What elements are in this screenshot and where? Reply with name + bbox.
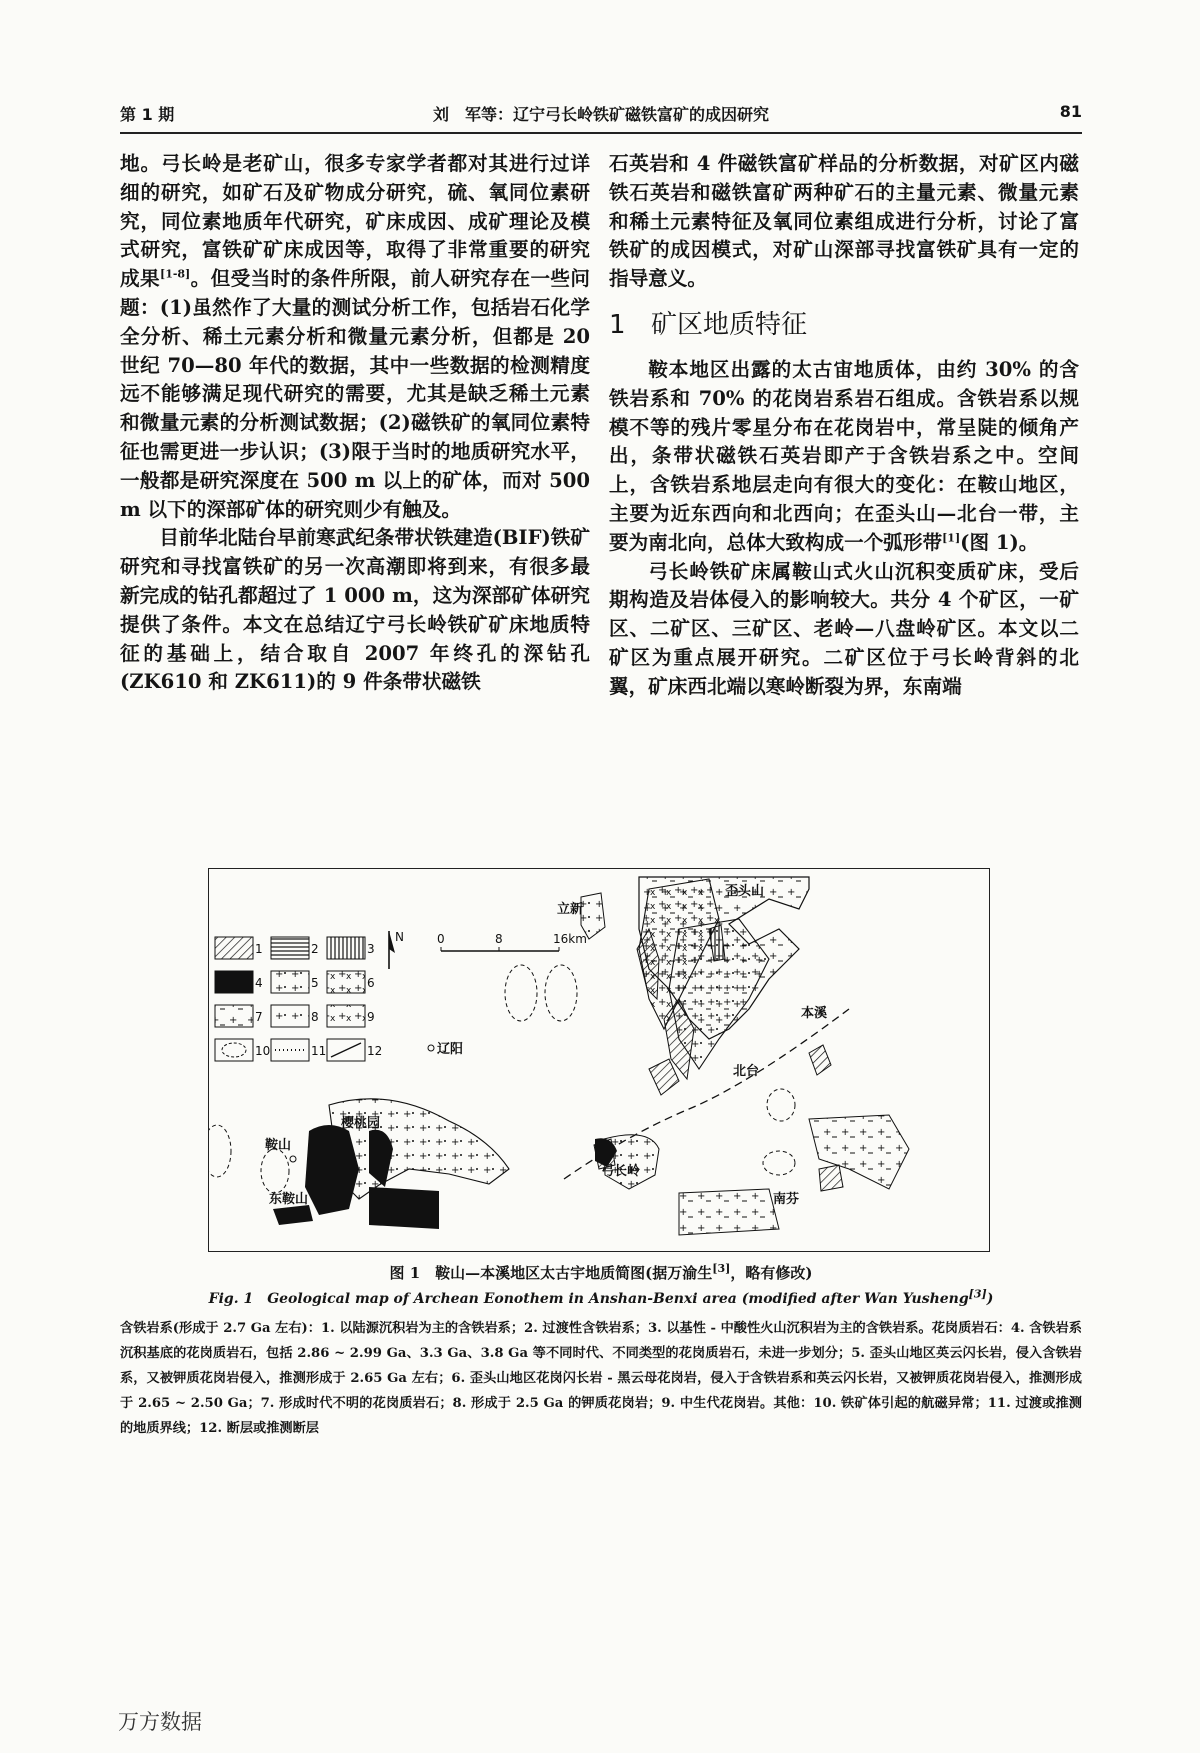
north-label: N (395, 930, 404, 944)
geological-map-figure (208, 868, 990, 1252)
paragraph: 弓长岭铁矿床属鞍山式火山沉积变质矿床，受后期构造及岩体侵入的影响较大。共分 4 个矿区，一矿区、二矿区、三矿区、老岭—八盘岭矿区。本文以二矿区为重点展开研究。二矿区位于弓长岭背斜的北翼，矿床西北端以寒岭断裂为界，东南端 (609, 559, 1079, 698)
paragraph: 鞍本地区出露的太古宙地质体，由约 30% 的含铁岩系和 70% 的花岗岩系岩石组成。含铁岩系以规模不等的残片零星分布在花岗岩中，常呈陡的倾角产出，条带状磁铁石英岩即产于含铁岩系之中。空间上，含铁岩系地层走向有很大的变化：在鞍山地区，主要为近东西向和北西向；在歪头山—北台一带，主要为南北向，总体大致构成一个弧形带[1](图 1)。 (609, 357, 1079, 554)
scale-bar (437, 932, 587, 951)
svg-text:9: 9 (367, 1010, 375, 1024)
map-legend (215, 937, 382, 1061)
citation: [1-8] (159, 267, 191, 281)
right-column (609, 150, 1079, 702)
paragraph: 地。弓长岭是老矿山，很多专家学者都对其进行过详细的研究，如矿石及矿物成分研究，硫、氧同位素研究，同位素地质年代研究，矿床成因、成矿理论及模式研究，富铁矿矿床成因等，取得了非常重要的研究成果[1-8]。但受当时的条件所限，前人研究存在一些问题：(1)虽然作了大量的测试分析工作，包括岩石化学全分析、稀土元素分析和微量元素分析，但都是 20 世纪 70—80 年代的数据，其中一些数据的检测精度远不能够满足现代研究的需要，尤其是缺乏稀土元素和微量元素的分析测试数据；(2)磁铁矿的氧同位素特征也需更进一步认识；(3)限于当时的地质研究水平，一般都是研究深度在 500 m 以上的矿体，而对 500 m 以下的深部矿体的研究则少有触及。 (120, 152, 591, 521)
citation: [1] (942, 531, 961, 545)
figure-legend-notes: 含铁岩系(形成于 2.7 Ga 左右)：1. 以陆源沉积岩为主的含铁岩系；2. 过渡性含铁岩系；3. 以基性 - 中酸性火山沉积岩为主的含铁岩系。花岗质岩石：4. 含铁岩系沉积基底的花岗质岩石，包括 2.86 ~ 2.99 Ga、3.3 Ga、3.8 Ga 等不同时代、不同类型的花岗质岩石，未进一步划分；5. 歪头山地区英云闪长岩，侵入含铁岩系，又被钾质花岗岩侵入，推测形成于 2.65 Ga 左右；6. 歪头山地区花岗闪长岩 - 黑云母花岗岩，侵入于含铁岩系和英云闪长岩，又被钾质花岗岩侵入，推测形成于 2.65 ~ 2.50 Ga；7. 形成时代不明的花岗质岩石；8. 形成于 2.5 Ga 的钾质花岗岩；9. 中生代花岗岩。其他：10. 铁矿体引起的航磁异常；11. 过渡或推测的地质界线；12. 断层或推测断层 (120, 1321, 1082, 1436)
svg-text:1: 1 (255, 942, 263, 956)
north-arrow (389, 930, 404, 969)
svg-text:11: 11 (311, 1044, 327, 1058)
place-anshan: 鞍山 (265, 1138, 292, 1153)
svg-text:4: 4 (255, 976, 263, 990)
svg-text:8: 8 (311, 1010, 319, 1024)
place-waitoushan: 歪头山 (725, 884, 765, 899)
place-lixin: 立新 (557, 902, 584, 917)
figure-caption-en: Fig. 1 Geological map of Archean Eonothem in Anshan-Benxi area (modified after Wan Yusheng[3]) (208, 1287, 994, 1307)
svg-text:10: 10 (255, 1044, 271, 1058)
figure-caption-cn: 图 1 鞍山—本溪地区太古宇地质简图(据万渝生[3]，略有修改) (389, 1262, 813, 1282)
place-liaoyang: 辽阳 (437, 1042, 464, 1057)
north-granite-body (637, 877, 809, 1079)
running-header (120, 100, 1082, 134)
place-benxi: 本溪 (801, 1006, 828, 1021)
scale-label-8: 8 (495, 932, 503, 946)
section-heading (609, 308, 1079, 342)
geological-map (209, 869, 989, 1251)
svg-text:2: 2 (311, 942, 319, 956)
place-dong-anshan: 东鞍山 (269, 1192, 309, 1207)
svg-text:3: 3 (367, 942, 375, 956)
place-beitai: 北台 (733, 1064, 760, 1079)
svg-text:6: 6 (367, 976, 375, 990)
issue-label: 第 1 期 (120, 105, 175, 124)
lixin-body (581, 893, 605, 939)
paragraph: 石英岩和 4 件磁铁富矿样品的分析数据，对矿区内磁铁石英岩和磁铁富矿两种矿石的主量元素、微量元素和稀土元素特征及氧同位素组成进行分析，讨论了富铁矿的成因模式，对矿山深部寻找富铁矿具有一定的指导意义。 (609, 152, 1079, 291)
section-title: 矿区地质特征 (651, 309, 808, 340)
page-number: 81 (1059, 102, 1082, 121)
running-title: 刘 军等：辽宁弓长岭铁矿磁铁富矿的成因研究 (432, 105, 769, 124)
svg-text:12: 12 (367, 1044, 383, 1058)
scale-label-0: 0 (437, 932, 445, 946)
section-number: 1 (609, 309, 626, 340)
place-nanfen: 南芬 (773, 1192, 800, 1207)
watermark: 万方数据 (118, 1710, 202, 1734)
svg-text:5: 5 (311, 976, 319, 990)
svg-text:7: 7 (255, 1010, 263, 1024)
paragraph: 目前华北陆台早前寒武纪条带状铁建造(BIF)铁矿研究和寻找富铁矿的另一次高潮即将到来，有很多最新完成的钻孔都超过了 1 000 m，这为深部矿体研究提供了条件。本文在总结辽宁弓长岭铁矿矿床地质特征的基础上，结合取自 2007 年终孔的深钻孔(ZK610 和 ZK611)的 9 件条带状磁铁 (120, 526, 590, 694)
left-column (120, 150, 590, 697)
place-yingtaoyuan: 樱桃园 (341, 1116, 381, 1131)
place-gongchangling: 弓长岭 (601, 1164, 641, 1179)
scale-label-16km: 16km (553, 932, 587, 946)
